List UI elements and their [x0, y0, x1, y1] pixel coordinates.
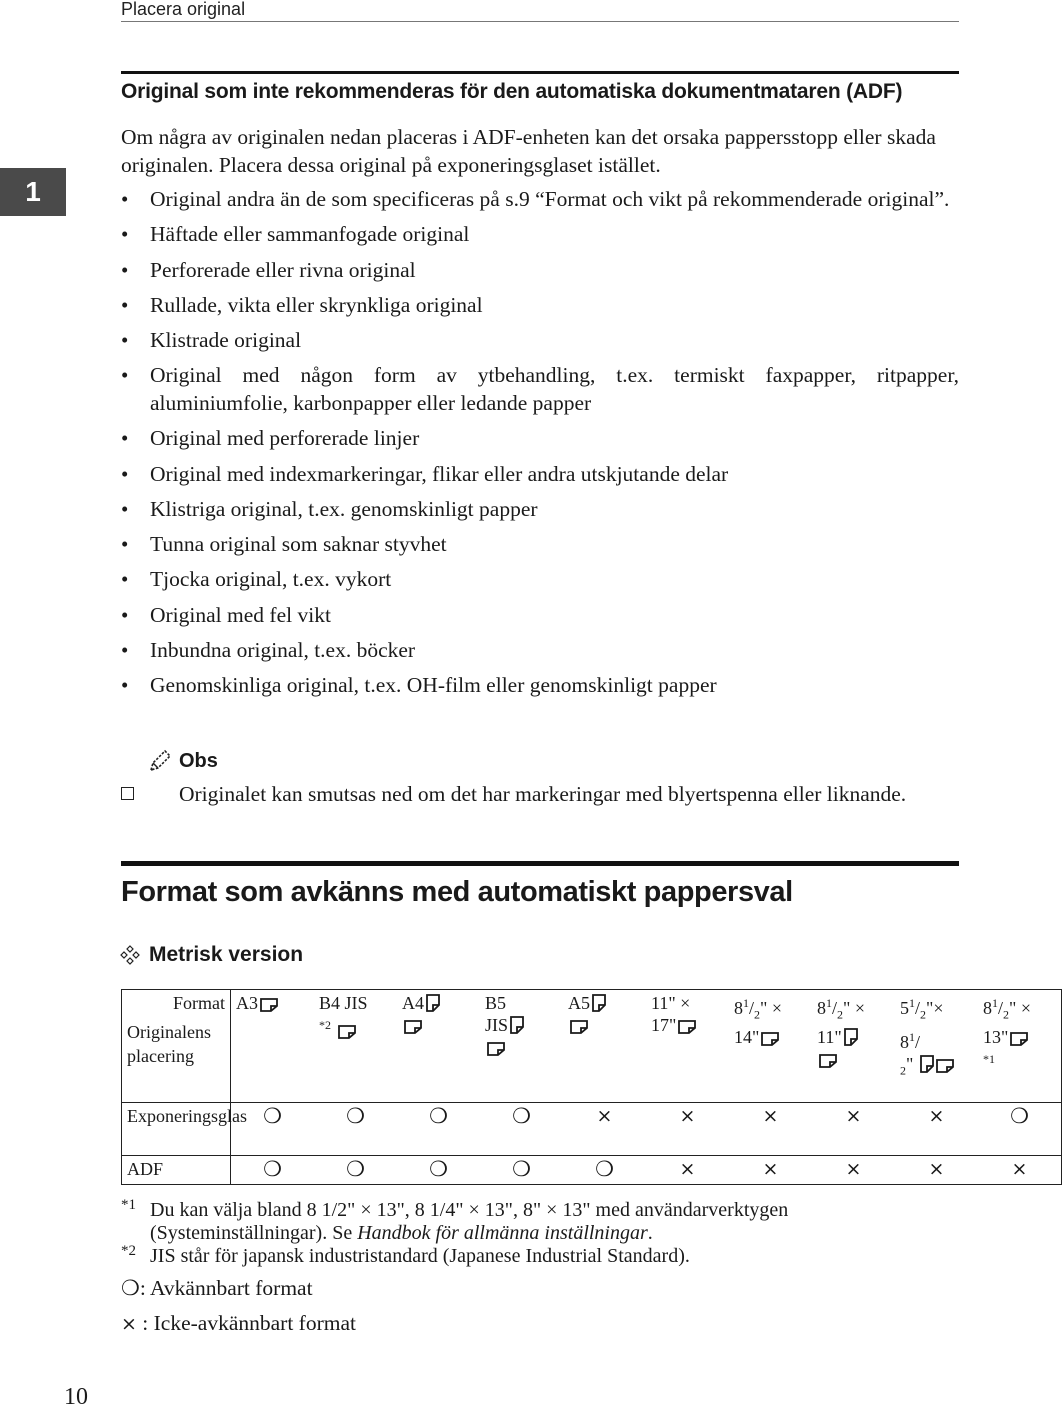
landscape-paper-icon: [570, 1019, 588, 1034]
format-header-cell: [397, 990, 480, 1103]
cross-mark-icon: ×: [596, 1105, 613, 1127]
format-text: JIS: [485, 1015, 509, 1035]
table-row: [122, 1156, 1062, 1185]
format-text: /: [832, 998, 838, 1018]
cross-mark-icon: ×: [762, 1158, 779, 1180]
detectable-cell: [397, 1156, 480, 1185]
format-text: " ×: [760, 998, 783, 1018]
subscript: 2: [900, 1063, 906, 1078]
cross-mark-icon: ×: [121, 1313, 137, 1335]
section-title-auto-paper: Format som avkänns med automatiskt pappersval: [121, 861, 959, 909]
pencil-note-icon: [148, 748, 174, 774]
superscript: 1: [826, 996, 832, 1010]
subheading-label: Metrisk version: [149, 943, 304, 966]
circle-mark-icon: ❍: [1010, 1104, 1029, 1128]
footnote-1: [121, 1199, 959, 1245]
running-header: Placera original: [121, 0, 246, 19]
format-text: " ×: [1009, 998, 1032, 1018]
table-header-row: [122, 990, 1062, 1103]
footnote-end: .: [647, 1222, 653, 1244]
list-item: • Inbundna original, t.ex. böcker: [121, 637, 959, 665]
obs-note-text: Originalet kan smutsas ned om det har markeringar med blyertspenna eller liknande.: [179, 782, 907, 806]
intro-paragraph: Om några av originalen nedan placeras i ADF-enheten kan det orsaka pappersstopp eller skada originalen. Placera dessa original på exponeringsglaset istället.: [121, 125, 936, 177]
list-item: • Rullade, vikta eller skrynkliga original: [121, 292, 959, 320]
portrait-paper-icon: [920, 1055, 934, 1073]
page-number: 10: [64, 1384, 88, 1410]
format-header-cell: [729, 990, 812, 1103]
not-detectable-cell: [646, 1156, 729, 1185]
checkbox-square-icon: [121, 787, 134, 800]
circle-mark-icon: ❍: [512, 1104, 531, 1128]
format-text: 11": [817, 1026, 842, 1047]
portrait-paper-icon: [510, 1016, 524, 1034]
not-detectable-cell: [729, 1103, 812, 1156]
footnote-body: Du kan välja bland 8 1/2" × 13", 8 1/4" × 13", 8" × 13" med användarverktygen (Systeminställningar). Se: [150, 1199, 789, 1244]
landscape-paper-icon: [761, 1031, 779, 1046]
format-text: /: [998, 998, 1004, 1018]
landscape-paper-icon: [260, 997, 278, 1012]
list-item: • Original med någon form av ytbehandling, t.ex. termiskt faxpapper, ritpapper, aluminiumfolie, karbonpapper eller ledande papper: [121, 362, 959, 417]
landscape-paper-icon: [338, 1024, 356, 1039]
circle-mark-icon: ❍: [429, 1157, 448, 1181]
not-detectable-cell: [978, 1156, 1062, 1185]
format-label: Format: [173, 993, 225, 1013]
corner-header-cell: [122, 990, 231, 1103]
obs-label: Obs: [179, 749, 218, 772]
cross-mark-icon: ×: [845, 1105, 862, 1127]
list-item: • Klistrade original: [121, 327, 959, 355]
superscript: 1: [909, 1029, 915, 1044]
obs-note: [121, 781, 959, 809]
detectable-cell: [231, 1156, 315, 1185]
format-text: A4: [402, 993, 424, 1013]
not-detectable-cell: [729, 1156, 812, 1185]
footnote-mark: *2: [121, 1243, 136, 1259]
format-text: 5: [900, 998, 909, 1018]
format-header-cell: [646, 990, 729, 1103]
superscript: *2: [319, 1018, 331, 1032]
cross-mark-icon: ×: [679, 1105, 696, 1127]
legend-detectable: [121, 1276, 313, 1301]
paper-size-table: [121, 989, 1032, 1185]
chapter-tab: 1: [0, 168, 66, 216]
format-text: "×: [926, 998, 944, 1018]
format-header-cell: [563, 990, 646, 1103]
footnote-reference: Handbok för allmänna inställningar: [357, 1222, 648, 1244]
subscript: 2: [920, 1007, 927, 1022]
format-text: 8: [817, 998, 826, 1018]
portrait-paper-icon: [592, 994, 606, 1012]
not-detectable-cell: [895, 1156, 978, 1185]
format-text: 14": [734, 1026, 760, 1047]
landscape-paper-icon: [404, 1019, 422, 1034]
row-header-cell: ADF: [122, 1156, 231, 1185]
format-text: 8: [983, 998, 992, 1018]
footnote-2: [121, 1245, 959, 1268]
detectable-cell: [314, 1103, 397, 1156]
format-header-cell: [895, 990, 978, 1103]
detectable-cell: [314, 1156, 397, 1185]
circle-mark-icon: ❍: [263, 1104, 282, 1128]
landscape-paper-icon: [819, 1053, 837, 1068]
detectable-cell: [563, 1156, 646, 1185]
not-recommended-list: [121, 186, 959, 708]
circle-mark-icon: ❍: [121, 1276, 140, 1300]
circle-mark-icon: ❍: [429, 1104, 448, 1128]
format-text: 8: [734, 998, 743, 1018]
portrait-paper-icon: [426, 994, 440, 1012]
landscape-paper-icon: [936, 1058, 954, 1073]
not-detectable-cell: [563, 1103, 646, 1156]
list-item: • Tunna original som saknar styvhet: [121, 531, 959, 559]
format-text: 17": [651, 1015, 677, 1035]
format-text: /: [915, 1031, 921, 1052]
format-header-cell: [314, 990, 397, 1103]
list-item: • Tjocka original, t.ex. vykort: [121, 566, 959, 594]
cross-mark-icon: ×: [679, 1158, 696, 1180]
cross-mark-icon: ×: [928, 1105, 945, 1127]
subscript: 2: [1003, 1007, 1010, 1022]
superscript: 1: [992, 996, 998, 1010]
legend-not-detectable: [121, 1311, 356, 1336]
footnote-text: JIS står för japansk industristandard (Japanese Industrial Standard).: [150, 1245, 690, 1267]
list-item: • Original med perforerade linjer: [121, 425, 959, 453]
landscape-paper-icon: [678, 1019, 696, 1034]
format-text: /: [915, 998, 921, 1018]
circle-mark-icon: ❍: [263, 1157, 282, 1181]
circle-mark-icon: ❍: [595, 1157, 614, 1181]
circle-mark-icon: ❍: [346, 1157, 365, 1181]
circle-mark-icon: ❍: [512, 1157, 531, 1181]
legend-detectable-text: : Avkännbart format: [139, 1276, 313, 1300]
obs-heading: [148, 748, 218, 774]
landscape-paper-icon: [487, 1041, 505, 1056]
footnote-text: [150, 1199, 959, 1245]
list-item: • Häftade eller sammanfogade original: [121, 221, 959, 249]
format-text: A3: [236, 993, 258, 1013]
format-text: /: [749, 998, 755, 1018]
section-title-adf: Original som inte rekommenderas för den automatiska dokumentmataren (ADF): [121, 71, 959, 104]
format-header-cell: [812, 990, 895, 1103]
detectable-cell: [480, 1156, 563, 1185]
superscript: 1: [909, 996, 915, 1010]
four-diamond-icon: [121, 946, 139, 964]
row-header-cell: Exponeringsglas: [122, 1103, 231, 1156]
cross-mark-icon: ×: [928, 1158, 945, 1180]
portrait-paper-icon: [844, 1028, 858, 1046]
format-text: A5: [568, 993, 590, 1013]
format-text: 8: [900, 1031, 909, 1052]
format-header-cell: [231, 990, 315, 1103]
landscape-paper-icon: [1010, 1031, 1028, 1046]
format-text: ": [906, 1053, 918, 1074]
circle-mark-icon: ❍: [346, 1104, 365, 1128]
detectable-cell: [480, 1103, 563, 1156]
format-text: B4 JIS: [319, 993, 368, 1013]
format-header-cell: [978, 990, 1062, 1103]
list-item: • Klistriga original, t.ex. genomskinligt papper: [121, 496, 959, 524]
subheading: [121, 943, 303, 967]
footnote-mark: *1: [121, 1197, 136, 1213]
orientation-label: Originalens placering: [127, 1022, 211, 1066]
list-item: • Genomskinliga original, t.ex. OH-film eller genomskinligt papper: [121, 672, 959, 700]
superscript: 1: [743, 996, 749, 1010]
format-text: " ×: [843, 998, 866, 1018]
not-detectable-cell: [895, 1103, 978, 1156]
not-detectable-cell: [646, 1103, 729, 1156]
list-item: • Original med indexmarkeringar, flikar eller andra utskjutande delar: [121, 461, 959, 489]
list-item: • Original andra än de som specificeras på s.9 “Format och vikt på rekommenderade original”.: [121, 186, 959, 214]
list-item: • Original med fel vikt: [121, 602, 959, 630]
format-text: 13": [983, 1026, 1009, 1047]
list-item: • Perforerade eller rivna original: [121, 257, 959, 285]
table-row: [122, 1103, 1062, 1156]
detectable-cell: [978, 1103, 1062, 1156]
format-header-cell: [480, 990, 563, 1103]
not-detectable-cell: [812, 1103, 895, 1156]
format-text: B5: [485, 993, 507, 1013]
subscript: 2: [837, 1007, 844, 1022]
cross-mark-icon: ×: [845, 1158, 862, 1180]
not-detectable-cell: [812, 1156, 895, 1185]
legend-not-detectable-text: : Icke-avkännbart format: [136, 1311, 356, 1335]
superscript: *1: [983, 1051, 995, 1066]
subscript: 2: [754, 1007, 761, 1022]
format-text: [331, 1020, 336, 1040]
cross-mark-icon: ×: [1011, 1158, 1028, 1180]
detectable-cell: [397, 1103, 480, 1156]
header-rule: [121, 21, 959, 22]
format-text: 11" ×: [651, 993, 691, 1013]
cross-mark-icon: ×: [762, 1105, 779, 1127]
